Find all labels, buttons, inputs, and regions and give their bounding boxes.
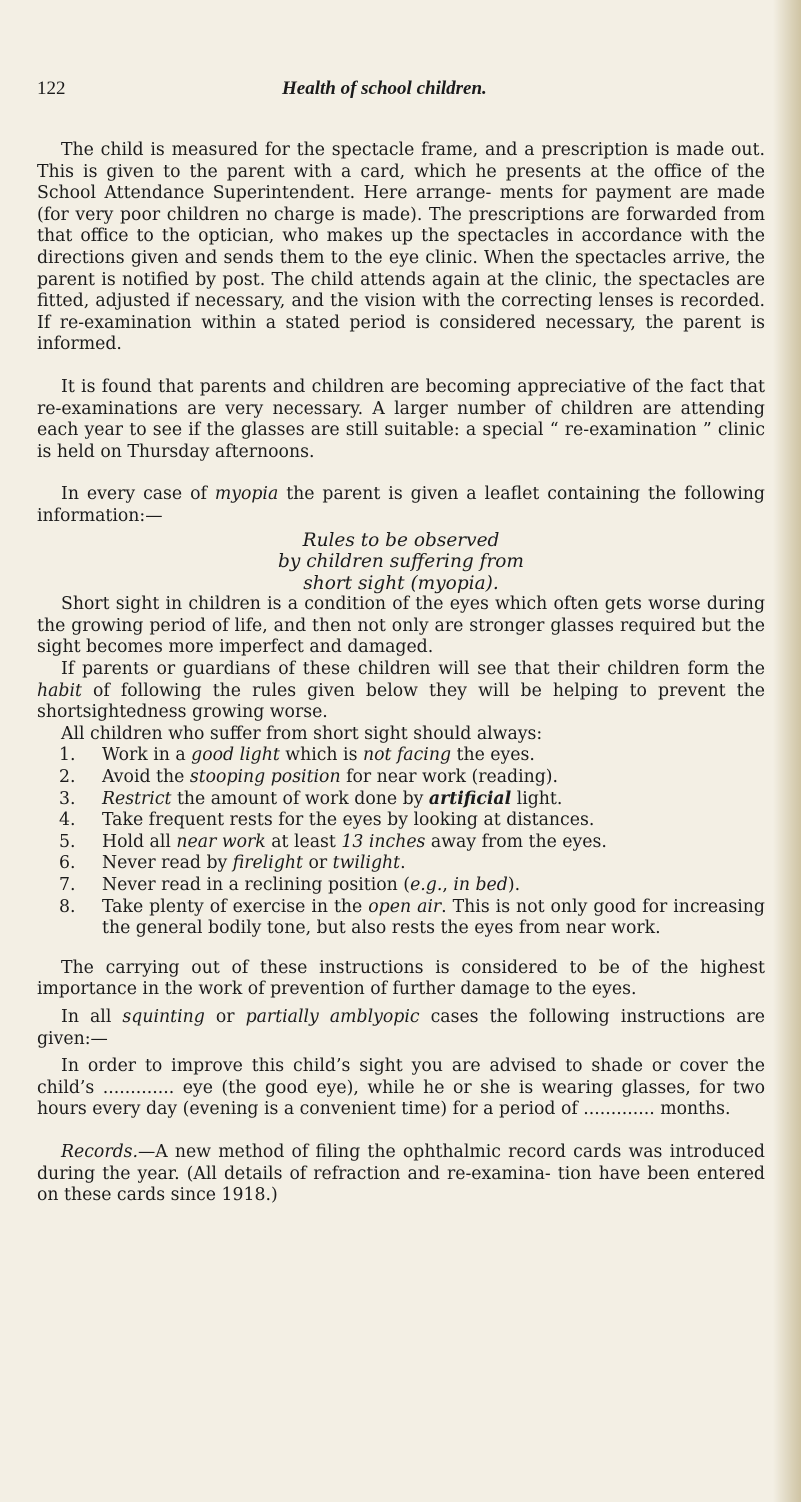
rule-number: 3. [59,788,76,809]
rules-list [37,745,765,939]
emphasis: e.g. [410,875,443,895]
text-span: at least [265,831,342,852]
page-header [37,78,765,108]
text-span: Take frequent rests for the eyes by looking at distances. [102,810,595,831]
rule-item [37,853,765,875]
rule-item [37,745,765,767]
rule-item [37,767,765,789]
paragraph-short-sight: Short sight in children is a condition of the eyes which often gets worse during the growing period of life, and then not only are stronger glasses required but the sight becomes more imperfect and damaged. [37,594,765,658]
text-span: of following the rules given below they will be helping to prevent the shortsightedness growing worse. [37,680,765,723]
paragraph-re-examination: It is found that parents and children are becoming appreciative of the fact that re-examinations are very necessary. A larger number of children are attending each year to see if the glasses are still suitable: a special “ re-examination ” clinic is held on Thursday afternoons. [37,376,765,462]
emphasis: 13 inches [341,831,426,852]
text-span: , [442,875,454,895]
rule-number: 5. [59,831,76,852]
text-span: or [204,1006,246,1027]
text-span: light. [511,788,563,809]
paragraph-squinting [37,1007,765,1050]
paragraph-spectacle-procedure: The child is measured for the spectacle frame, and a prescription is made out. This is given to the parent with a card, which he presents at the office of the School Attendance Superintendent. Here arrange- ments for payment are made (for very poor children no charge is made). The prescriptions are forwarded from that office to the optician, who makes up the spectacles in accordance with the directions given and sends them to the eye clinic. When the spectacles arrive, the parent is notified by post. The child attends again at the clinic, the spectacles are fitted, adjusted if necessary, and the vision with the correcting lenses is recorded. If re-examination within a stated period is considered necessary, the parent is informed. [37,140,765,355]
rule-number: 2. [59,767,76,788]
rule-number: 7. [59,875,76,895]
rule-number: 4. [59,810,76,831]
rule-item [37,789,765,811]
rule-number: 8. [59,896,76,917]
text-span: Take plenty of exercise in the [102,896,369,917]
text-span: the amount of work done by [171,788,429,809]
text-span: the parent is given a leaflet containing the following information:— [37,484,765,526]
page-body [37,140,765,1207]
paragraph-myopia-leaflet [37,484,765,527]
emphasis: in bed [453,875,508,895]
rules-title-line-3: short sight (myopia). [303,572,499,594]
rule-number: 1. [59,745,76,766]
text-span: Never read in a reclining position ( [102,875,411,895]
emphasis: stooping position [189,767,341,788]
text-span: In every case of [61,484,215,505]
emphasis: artificial [428,788,512,809]
emphasis-habit: habit [37,680,82,701]
rules-title-line-2: by children suffering from [278,551,524,573]
text-span: If parents or guardians of these children will see that their children form the [61,659,765,680]
text-span: away from the eyes. [425,831,607,852]
rules-title-line-1: Rules to be observed [302,529,500,551]
rule-number: 6. [59,853,76,874]
text-span: for near work (reading). [340,767,559,788]
text-span: cases the following instructions are given:— [37,1006,765,1049]
emphasis: not facing [362,745,452,766]
paragraph-instructions: In order to improve this child’s sight you are advised to shade or cover the child’s ............. eye (the good eye), while he or she is wearing glasses, for two hours every day (evening is a convenient time) for a period of ............. months. [37,1056,765,1120]
text-span: or [302,853,333,874]
emphasis-amblyopic: partially amblyopic [245,1006,420,1027]
emphasis: twilight [332,853,401,874]
page-number: 122 [37,78,66,99]
page-edge-shading [773,0,801,1502]
rule-item [37,897,765,940]
paragraph-records [37,1142,765,1207]
rules-title [37,530,765,595]
text-span: . [400,853,406,874]
rule-item [37,875,765,897]
text-span: Work in a [102,745,192,766]
emphasis: near work [176,831,266,852]
text-span: In all [61,1006,123,1027]
text-span: Hold all [102,831,177,852]
text-span: Never read by [102,853,233,874]
emphasis: good light [191,745,280,766]
text-span: Avoid the [102,767,190,788]
emphasis: firelight [232,853,303,874]
text-span: the eyes. [451,745,535,766]
rule-item [37,832,765,854]
emphasis-myopia: myopia [214,484,279,505]
text-span: —A new method of filing the ophthalmic record cards was introduced during the year. (All details of refraction and re-examina- tion have been entered on these cards since 1918.) [37,1141,765,1206]
running-head: Health of school children. [282,78,487,99]
paragraph-rules-intro: All children who suffer from short sight should always: [61,723,543,744]
paragraph-importance: The carrying out of these instructions is considered to be of the highest importance in the work of prevention of further damage to the eyes. [37,957,765,1000]
text-span: . This is not only good for increasing the general bodily tone, but also rests the eyes from near work. [102,896,765,939]
rule-item [37,810,765,832]
paragraph-habit [37,659,765,724]
emphasis-squinting: squinting [122,1006,205,1027]
emphasis: open air [368,896,442,917]
emphasis: Restrict [102,788,172,809]
emphasis-records: Records. [61,1141,139,1162]
text-span: ). [507,875,521,895]
text-span: which is [279,745,363,766]
